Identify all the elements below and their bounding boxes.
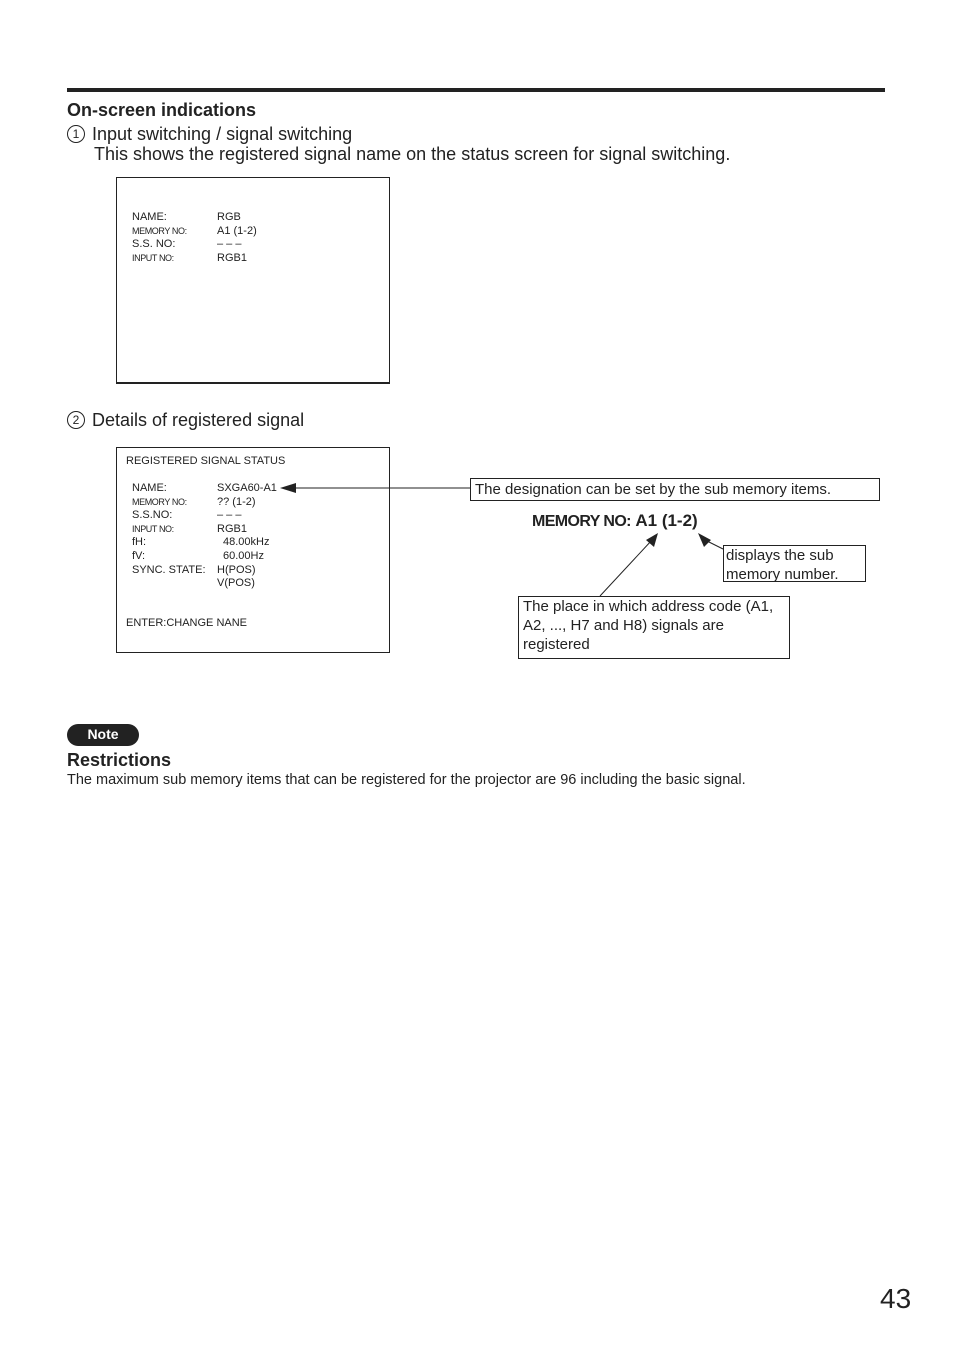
screen2-label-ssno: S.S.NO: bbox=[132, 509, 173, 522]
screen1-label-name: NAME: bbox=[132, 211, 167, 223]
memory-no-value: A1 (1-2) bbox=[635, 511, 698, 530]
note-badge: Note bbox=[67, 724, 139, 746]
page-number: 43 bbox=[880, 1283, 912, 1314]
designation-arrowhead-icon bbox=[280, 483, 296, 493]
screen1-label-input: INPUT NO: bbox=[132, 252, 174, 263]
item-2-number: 2 bbox=[67, 411, 85, 429]
section-title: On-screen indications bbox=[67, 100, 257, 120]
screen1-value-ssno: – – – bbox=[217, 238, 242, 251]
screen2-value-sync-h: H(POS) bbox=[217, 563, 256, 576]
screen1-value-memory: A1 (1-2) bbox=[217, 224, 257, 237]
screen2-value-memory: ?? (1-2) bbox=[217, 495, 256, 508]
screen2-header: REGISTERED SIGNAL STATUS bbox=[126, 455, 286, 467]
screen2-footer: ENTER:CHANGE NANE bbox=[126, 617, 248, 629]
screen2-value-sync-v: V(POS) bbox=[217, 577, 255, 590]
screen2-label-sync: SYNC. STATE: bbox=[132, 563, 206, 576]
sub-memory-arrowhead-icon bbox=[698, 533, 711, 547]
item-1-description: This shows the registered signal name on the status screen for signal switching. bbox=[94, 144, 731, 164]
screen2-value-fv: 60.00Hz bbox=[223, 549, 264, 562]
callout-designation: The designation can be set by the sub memory items. bbox=[470, 478, 880, 501]
screen2-label-input: INPUT NO: bbox=[132, 523, 174, 534]
screen2-label-memory: MEMORY NO: bbox=[132, 496, 187, 507]
restrictions-text: The maximum sub memory items that can be registered for the projector are 96 including the basic signal. bbox=[67, 772, 746, 788]
restrictions-title: Restrictions bbox=[67, 750, 172, 770]
screen2-label-fv: fV: bbox=[132, 549, 146, 562]
screen1-label-ssno: S.S. NO: bbox=[132, 238, 176, 251]
address-leader-line bbox=[600, 540, 652, 596]
screen2-value-input: RGB1 bbox=[217, 522, 247, 535]
screen1-value-input: RGB1 bbox=[217, 251, 247, 264]
screen2-value-name: SXGA60-A1 bbox=[217, 482, 277, 494]
callout-sub-memory: displays the sub memory number. bbox=[723, 545, 866, 582]
item-1-title: Input switching / signal switching bbox=[92, 124, 353, 144]
callout-address-code: The place in which address code (A1, A2, ..., H7 and H8) signals are registered bbox=[518, 596, 790, 659]
screen1-value-name: RGB bbox=[217, 211, 241, 223]
screen2-label-fh: fH: bbox=[132, 536, 147, 549]
screen2-value-ssno: – – – bbox=[217, 509, 242, 522]
memory-no-prefix: MEMORY NO: bbox=[532, 513, 631, 530]
item-2-title: Details of registered signal bbox=[92, 410, 305, 430]
screen1-label-memory: MEMORY NO: bbox=[132, 225, 187, 236]
screen2-value-fh: 48.00kHz bbox=[223, 536, 270, 549]
item-1-number: 1 bbox=[67, 125, 85, 143]
screen2-label-name: NAME: bbox=[132, 482, 167, 494]
